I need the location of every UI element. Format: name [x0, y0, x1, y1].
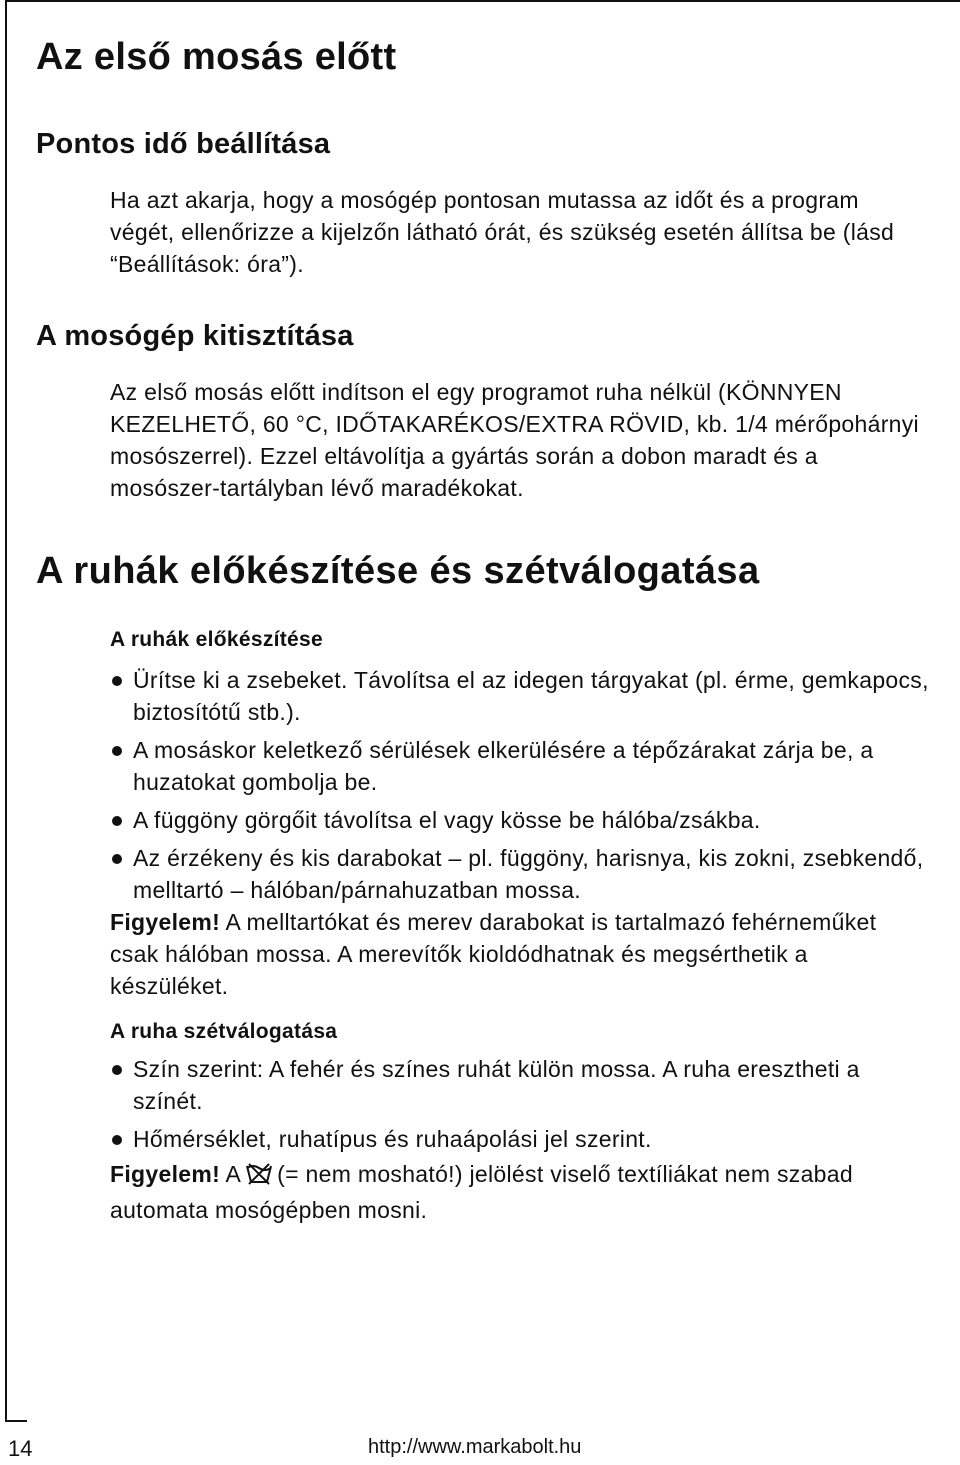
warning-label: Figyelem!	[110, 909, 221, 935]
bullet-icon	[112, 746, 122, 756]
list-item: A mosáskor keletkező sérülések elkerülésére a tépőzárakat zárja be, a huzatokat gombolja be.	[110, 734, 930, 798]
list-item: A függöny görgőit távolítsa el vagy kösse be hálóba/zsákba.	[110, 804, 930, 836]
list-item: Ürítse ki a zsebeket. Távolítsa el az idegen tárgyakat (pl. érme, gemkapocs, biztosítótű stb.).	[110, 664, 930, 728]
bullet-icon	[112, 676, 122, 686]
bullet-icon	[112, 816, 122, 826]
section-heading-clean: A mosógép kitisztítása	[36, 320, 354, 352]
list-item: Szín szerint: A fehér és színes ruhát külön mossa. A ruha eresztheti a színét.	[110, 1053, 930, 1117]
section-heading-time: Pontos idő beállítása	[36, 128, 331, 160]
section-text-time: Ha azt akarja, hogy a mosógép pontosan mutassa az időt és a program végét, ellenőrizze a kijelzőn látható órát, és szükség esetén állítsa be (lásd “Beállítások: óra”).	[110, 187, 895, 277]
subheading-preparation: A ruhák előkészítése	[110, 628, 323, 651]
page-title: Az első mosás előtt	[36, 36, 397, 78]
list-item: Az érzékeny és kis darabokat – pl. függöny, harisnya, kis zokni, zsebkendő, melltartó – hálóban/párnahuzatban mossa.	[110, 842, 930, 906]
warning-label: Figyelem!	[110, 1161, 221, 1187]
footer-url: http://www.markabolt.hu	[368, 1436, 582, 1458]
list-item: Hőmérséklet, ruhatípus és ruhaápolási jel szerint.	[110, 1123, 930, 1155]
no-wash-icon	[245, 1162, 273, 1194]
page-frame-top	[5, 0, 960, 2]
warning-note-bras: Figyelem! A melltartókat és merev darabokat is tartalmazó fehérneműket csak hálóban mossa. A merevítők kioldódhatnak és megsérthetik a készüléket.	[110, 909, 877, 999]
page-frame-left	[5, 0, 7, 1422]
preparation-list	[110, 664, 930, 912]
warning-note-nowash: Figyelem! A (= nem mosható!) jelölést viselő textíliákat nem szabad automata mosógépben mosni.	[110, 1161, 853, 1223]
sorting-list	[110, 1053, 930, 1161]
page-frame-bottom	[5, 1420, 27, 1422]
bullet-icon	[112, 854, 122, 864]
page-number: 14	[8, 1436, 33, 1461]
section-heading-prepare: A ruhák előkészítése és szétválogatása	[36, 550, 760, 592]
subheading-sorting: A ruha szétválogatása	[110, 1020, 338, 1043]
section-text-clean: Az első mosás előtt indítson el egy programot ruha nélkül (KÖNNYEN KEZELHETŐ, 60 °C, IDŐTAKARÉKOS/EXTRA RÖVID, kb. 1/4 mérőpohárnyi mosószerrel). Ezzel eltávolítja a gyártás során a dobon maradt és a mosószer-tartályban lévő maradékokat.	[110, 379, 919, 501]
bullet-icon	[112, 1135, 122, 1145]
bullet-icon	[112, 1065, 122, 1075]
